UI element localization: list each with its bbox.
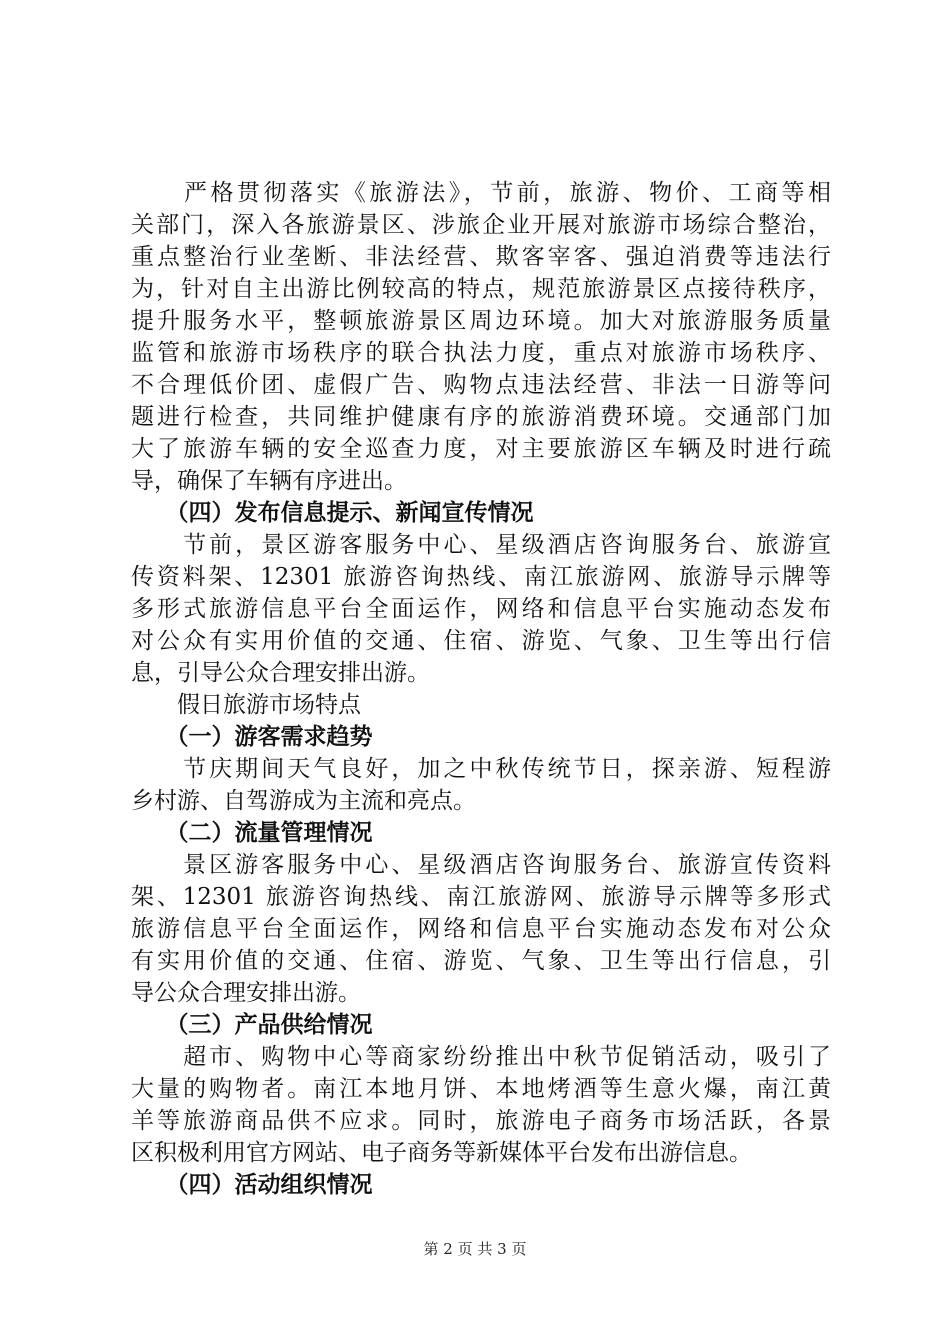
section-heading: （三）产品供给情况 — [131, 1012, 373, 1038]
body-line: 景区游客服务中心、星级酒店咨询服务台、旅游宣传资料 — [131, 852, 831, 878]
body-line: 息，引导公众合理安排出游。 — [131, 660, 430, 686]
body-line: 架、12301 旅游咨询热线、南江旅游网、旅游导示牌等多形式 — [131, 884, 831, 910]
body-line: 对公众有实用价值的交通、住宿、游览、气象、卫生等出行信 — [131, 628, 831, 654]
body-line: 监管和旅游市场秩序的联合执法力度，重点对旅游市场秩序、 — [131, 340, 831, 366]
body-line: 严格贯彻落实《旅游法》，节前，旅游、物价、工商等相 — [131, 180, 831, 206]
body-line: 大量的购物者。南江本地月饼、本地烤酒等生意火爆，南江黄 — [131, 1076, 831, 1102]
body-line: 提升服务水平，整顿旅游景区周边环境。加大对旅游服务质量 — [131, 308, 831, 334]
body-line: 节前，景区游客服务中心、星级酒店咨询服务台、旅游宣 — [131, 532, 831, 558]
page-number-footer: 第 2 页 共 3 页 — [423, 1240, 527, 1258]
body-line: 导，确保了车辆有序进出。 — [131, 468, 407, 494]
body-line: 超市、购物中心等商家纷纷推出中秋节促销活动，吸引了 — [131, 1044, 831, 1070]
body-line: 传资料架、12301 旅游咨询热线、南江旅游网、旅游导示牌等 — [131, 564, 831, 590]
body-line: 重点整治行业垄断、非法经营、欺客宰客、强迫消费等违法行 — [131, 244, 831, 270]
subsection-title: 假日旅游市场特点 — [131, 692, 361, 718]
body-line: 多形式旅游信息平台全面运作，网络和信息平台实施动态发布 — [131, 596, 831, 622]
body-line: 大了旅游车辆的安全巡查力度，对主要旅游区车辆及时进行疏 — [131, 436, 831, 462]
body-line: 乡村游、自驾游成为主流和亮点。 — [131, 788, 476, 814]
section-heading: （二）流量管理情况 — [131, 820, 373, 846]
section-heading: （四）活动组织情况 — [131, 1172, 373, 1198]
body-line: 不合理低价团、虚假广告、购物点违法经营、非法一日游等问 — [131, 372, 831, 398]
body-line: 为，针对自主出游比例较高的特点，规范旅游景区点接待秩序， — [131, 276, 831, 302]
body-line: 节庆期间天气良好，加之中秋传统节日，探亲游、短程游 — [131, 756, 831, 782]
body-line: 区积极利用官方网站、电子商务等新媒体平台发布出游信息。 — [131, 1140, 752, 1166]
body-line: 题进行检查，共同维护健康有序的旅游消费环境。交通部门加 — [131, 404, 831, 430]
body-line: 羊等旅游商品供不应求。同时，旅游电子商务市场活跃，各景 — [131, 1108, 831, 1134]
section-heading: （四）发布信息提示、新闻宣传情况 — [131, 500, 534, 526]
body-line: 旅游信息平台全面运作，网络和信息平台实施动态发布对公众 — [131, 916, 831, 942]
body-line: 导公众合理安排出游。 — [131, 980, 361, 1006]
section-heading: （一）游客需求趋势 — [131, 724, 373, 750]
body-line: 有实用价值的交通、住宿、游览、气象、卫生等出行信息，引 — [131, 948, 831, 974]
body-line: 关部门，深入各旅游景区、涉旅企业开展对旅游市场综合整治， — [131, 212, 831, 238]
